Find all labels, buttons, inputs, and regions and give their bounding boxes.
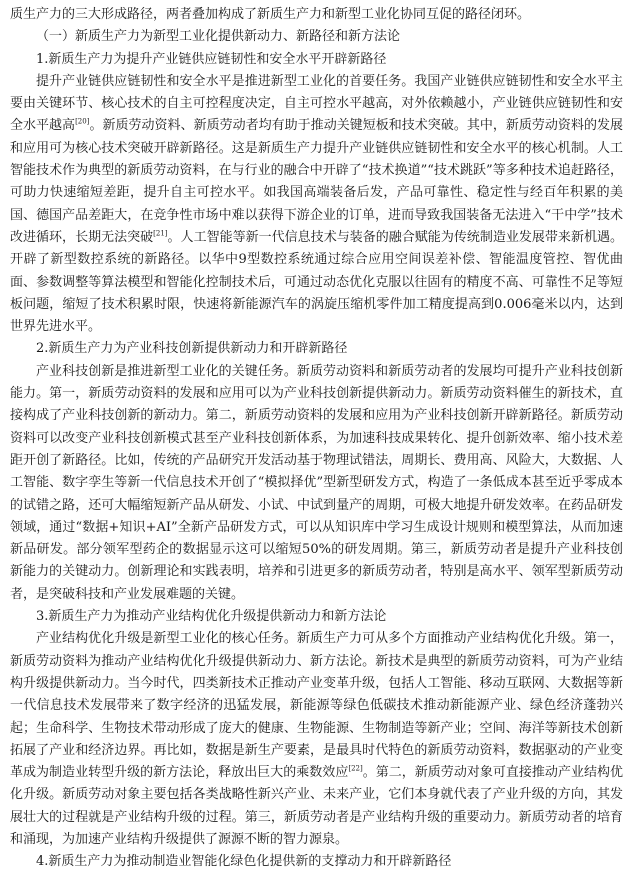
section-heading: 1.新质生产力为提升产业链供应链韧性和安全水平开辟新路径 — [36, 51, 387, 67]
paragraph-text: 产业结构优化升级是新型工业化的核心任务。新质生产力可从多个方面推动产业结构优化升级。第一，新质劳动资料为推动产业结构优化升级提供新动力、新方法论。新技术是典型的新质劳动资料，可为产业结构升级提供新动力。当今时代，四类新技术正推动产业变革升级，包括人工智能、移动互联网、大数据等新一代信息技术发展带来了数字经济的迅猛发展，新能源等绿色低碳技术推动新能源产业、绿色经济蓬勃兴起；生命科学、生物技术带动形成了庞大的健康、生物能源、生物制造等新产业；空间、海洋等新技术创新拓展了产业和经济边界。再比如，数据是新生产要素，是最具时代特色的新质劳动资料，数据驱动的产业变革成为制造业转型升级的新方法论，释放出巨大的乘数效应 — [10, 631, 623, 781]
paragraph-text: 。人工智能等新一代信息技术与装备的融合赋能为传统制造业发展带来新机遇。开辟了新型数控系统的新路径。以华中9型数控系统通过综合应用空间误差补偿、智能温度管控、智优曲面、参数调整等算法模型和智能化控制技术后，可通过动态优化克服以往固有的精度不高、可靠性不足等短板问题，缩短了技术积累时限，快速将新能源汽车的涡旋压缩机零件加工精度提高到0.006毫米以内，达到世界先进水平。 — [10, 229, 623, 335]
paragraph-text: 提升产业链供应链韧性和安全水平是推进新型工业化的首要任务。我国产业链供应链韧性和安全水平主要由关键环节、核心技术的自主可控程度决定，自主可控水平越高，对外依赖越小，产业链供应链韧性和安全水平越高 — [10, 73, 623, 134]
paragraph-text: 产业科技创新是推进新型工业化的关键任务。新质劳动资料和新质劳动者的发展均可提升产业科技创新能力。第一，新质劳动资料的发展和应用可以为产业科技创新提供新动力。新质劳动资料催生的新技术，直接构成了产业科技创新的新动力。第二，新质劳动资料的发展和应用为产业科技创新开辟新路径。新质劳动资料可以改变产业科技创新模式甚至产业科技创新体系，为加速科技成果转化、提升创新效率、缩小技术差距开创了新路径。比如，传统的产品研究开发活动基于物理试错法，周期长、费用高、风险大，大数据、人工智能、数字孪生等新一代信息技术开创了“模拟择优”型新型研发方式，构造了一条低成本甚至近乎零成本的试错之路，还可大幅缩短新产品从研发、小试、中试到量产的周期，可极大地提升研发效率。在药品研发领域，通过“数据+知识+AI”全新产品研发方式，可以从知识库中学习生成设计规则和模型算法，从而加速新品研发。部分领军型药企的数据显示这可以缩短50%的研发周期。第三，新质劳动者是提升产业科技创新能力的关键动力。创新理论和实践表明，培养和引进更多的新质劳动者，特别是高水平、领军型新质劳动者，是突破科技和产业发展难题的关键。 — [10, 363, 623, 602]
body-paragraph: 质生产力的三大形成路径，两者叠加构成了新质生产力和新型工业化协同互促的路径闭环。 — [10, 7, 531, 22]
citation-marker: [20] — [75, 118, 90, 127]
paragraph-text: 。新质劳动资料、新质劳动者均有助于推动关键短板和技术突破。其中，新质劳动资料的发展和应用可为核心技术突破开辟新路径。这是新质生产力提升产业链供应链韧性和安全水平的核心机制。人工智能技术作为典型的新质劳动资料，在与行业的融合中开辟了“技术换道”“技术跳跃”等多种技术追赶路径，可助力快速缩短差距，提升自主可控水平。如我国高端装备后发，产品可靠性、稳定性与经百年积累的美国、德国产品差距大，在竞争性市场中难以获得下游企业的订单，进而导致我国装备无法进入“干中学”技术改进循环，长期无法突破 — [10, 118, 623, 245]
section-heading: 3.新质生产力为推动产业结构优化升级提供新动力和新方法论 — [36, 609, 387, 625]
section-heading: 4.新质生产力为推动制造业智能化绿色化提供新的支撑动力和开辟新路径 — [36, 854, 452, 870]
paragraph-text: 。第二，新质劳动对象可直接推动产业结构优化升级。新质劳动对象主要包括各类战略性新兴产业、未来产业，它们本身就代表了产业升级的方向，其发展壮大的过程就是产业结构升级的过程。第三，新质劳动者是产业结构升级的重要动力。新质劳动者的培育和涌现，为加速产业结构升级提供了源源不断的智力源泉。 — [10, 765, 623, 847]
section-heading: 2.新质生产力为产业科技创新提供新动力和开辟新路径 — [36, 341, 348, 357]
body-paragraph — [10, 361, 623, 606]
citation-marker: [21] — [153, 229, 168, 238]
citation-marker: [22] — [348, 764, 363, 773]
body-paragraph — [10, 71, 623, 339]
body-paragraph — [10, 628, 623, 851]
section-heading: （一）新质生产力为新型工业化提供新动力、新路径和新方法论 — [36, 29, 401, 45]
